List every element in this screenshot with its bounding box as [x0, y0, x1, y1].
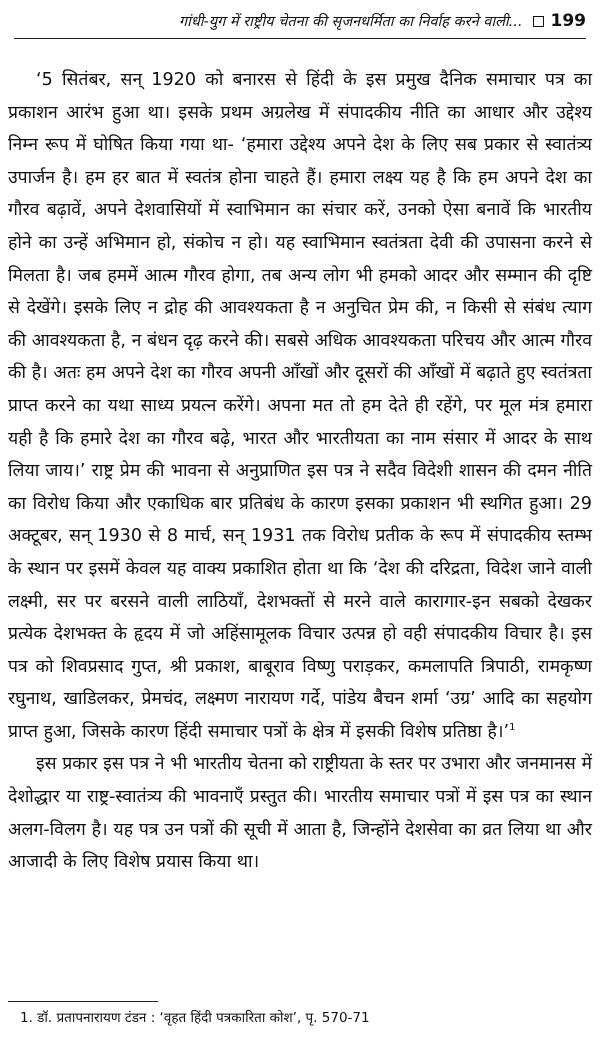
footnote: 1. डॉ. प्रतापनारायण टंडन : ‘वृहत हिंदी पत्रकारिता कोश’, पृ. 570-71 — [20, 1010, 370, 1026]
footnote-divider — [8, 1001, 158, 1002]
square-box-icon — [533, 16, 544, 27]
paragraph-1-text: ‘5 सितंबर, सन् 1920 को बनारस से हिंदी के इस प्रमुख दैनिक समाचार पत्र का प्रकाशन आरंभ हुआ था। इसके प्रथम अग्रलेख में संपादकीय नीति का आधार और उद्देश्य निम्न रूप में घोषित किया गया था- ‘हमारा उद्देश्य अपने देश के लिए सब प्रकार से स्वातंत्र्य उपार्जन है। हम हर बात में स्वतंत्र होना चाहते हैं। हमारा लक्ष्य यह है कि हम अपने देश का गौरव बढ़ावें, अपने देशवासियों में स्वाभिमान का संचार करें, उनको ऐसा बनावें कि भारतीय होने का उन्हें अभिमान हो, संकोच न हो। यह स्वाभिमान स्वतंत्रता देवी की उपासना करने से मिलता है। जब हममें आत्म गौरव होगा, तब अन्य लोग भी हमको आदर और सम्मान की दृष्टि से देखेंगे। इसके लिए न द्रोह की आवश्यकता है न अनुचित प्रेम की, न किसी से संबंध त्याग की आवश्यकता है, न बंधन दृढ़ करने की। सबसे अधिक आवश्यकता परिचय और आत्म गौरव की है। अतः हम अपने देश का गौरव अपनी आँखों और दूसरों की आँखों में बढ़ाते हुए स्वतंत्रता प्राप्त करने का यथा साध्य प्रयत्न करेंगे। अपना मत तो हम देते ही रहेंगे, पर मूल मंत्र हमारा यही है कि हमारे देश का गौरव बढ़े, भारत और भारतीयता का नाम संसार में आदर के साथ लिया जाय।’ राष्ट्र प्रेम की भावना से अनुप्राणित इस पत्र ने सदैव विदेशी शासन की दमन नीति का विरोध किया और एकाधिक बार प्रतिबंध के कारण इसका प्रकाशन भी स्थगित हुआ। 29 अक्टूबर, सन् 1930 से 8 मार्च, सन् 1931 तक विरोध प्रतीक के रूप में संपादकीय स्तम्भ के स्थान पर इसमें केवल यह वाक्य प्रकाशित होता था कि ‘देश की दरिद्रता, विदेश जाने वाली लक्ष्मी, सर पर बरसने वाली लाठियाँ, देशभक्तों से मरने वाले कारागार-इन सबको देखकर प्रत्येक देशभक्त के हृदय में जो अहिंसामूलक विचार उत्पन्न हो वही संपादकीय विचार है। इस पत्र को शिवप्रसाद गुप्त, श्री प्रकाश, बाबूराव विष्णु पराड़कर, कमलापति त्रिपाठी, रामकृष्ण रघुनाथ, खाडिलकर, प्रेमचंद, लक्ष्मण नारायण गर्दे, पांडेय बैचन शर्मा ‘उग्र’ आदि का सहयोग प्राप्त हुआ, जिसके कारण हिंदी समाचार पत्रों के क्षेत्र में इसकी विशेष प्रतिष्ठा है।’ — [8, 70, 593, 742]
page-header — [14, 4, 586, 39]
body-text — [8, 64, 592, 879]
page-number: 199 — [550, 11, 586, 31]
running-head: गांधी-युग में राष्ट्रीय चेतना की सृजनधर्मिता का निर्वाह करने वाली... — [178, 14, 523, 30]
footnote-reference: 1 — [509, 722, 516, 734]
paragraph-2: इस प्रकार इस पत्र ने भी भारतीय चेतना को राष्ट्रीयता के स्तर पर उभारा और जनमानस में देशोद्धार या राष्ट्र-स्वातंत्र्य की भावनाएँ प्रस्तुत की। भारतीय समाचार पत्रों में इस पत्र का स्थान अलग-विलग है। यह पत्र उन पत्रों की सूची में आता है, जिन्होंने देशसेवा का व्रत लिया था और आजादी के लिए विशेष प्रयास किया था। — [8, 754, 592, 873]
paragraph-1 — [8, 64, 592, 748]
